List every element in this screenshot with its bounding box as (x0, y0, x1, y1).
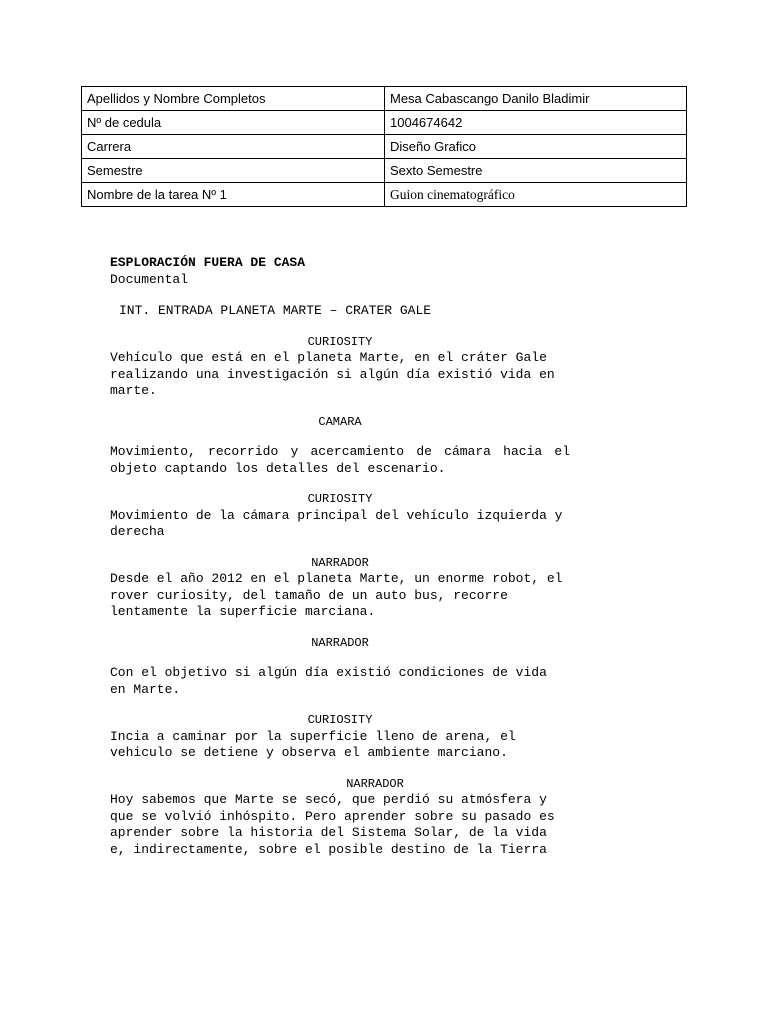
character-name: NARRADOR (346, 776, 404, 791)
action-text: Con el objetivo si algún día existió condiciones de vida en Marte. (110, 665, 547, 697)
action-text: Vehículo que está en el planeta Marte, en el cráter Gale realizando una investigación si algún día existió vida en marte. (110, 350, 555, 398)
table-row (82, 159, 687, 183)
student-info-table (81, 86, 687, 207)
table-cell-label: Semestre (82, 159, 385, 183)
table-cell-value: Diseño Grafico (385, 135, 687, 159)
table-cell-label: Apellidos y Nombre Completos (82, 87, 385, 111)
table-cell-value: Guion cinematográfico (385, 183, 687, 207)
table-row (82, 135, 687, 159)
action-text: Movimiento de la cámara principal del vehículo izquierda y derecha (110, 507, 563, 539)
table-cell-label: Nombre de la tarea Nº 1 (82, 183, 385, 207)
character-name: CURIOSITY (307, 492, 373, 506)
table-cell-value: 1004674642 (385, 111, 687, 135)
script-title: ESPLORACIÓN FUERA DE CASA (110, 255, 306, 270)
action-text: Incia a caminar por la superficie lleno de arena, el vehiculo se detiene y observa el ambiente marciano. (110, 728, 516, 760)
character-name: CURIOSITY (307, 713, 373, 727)
table-cell-label: Nº de cedula (82, 111, 385, 135)
table-cell-value: Mesa Cabascango Danilo Bladimir (385, 87, 687, 111)
table-cell-value: Sexto Semestre (385, 159, 687, 183)
script-type: Documental (110, 271, 189, 287)
scene-heading: INT. ENTRADA PLANETA MARTE – CRATER GALE (119, 303, 432, 318)
action-text: Desde el año 2012 en el planeta Marte, un enorme robot, el rover curiosity, del tamaño de un auto bus, recorre lentamente la superficie marciana. (110, 571, 563, 619)
table-row (82, 183, 687, 207)
character-name: NARRADOR (311, 555, 369, 570)
character-name: NARRADOR (311, 635, 369, 650)
screenplay (110, 255, 570, 858)
table-row (82, 87, 687, 111)
character-name: CAMARA (318, 414, 362, 429)
character-name: CURIOSITY (307, 334, 373, 349)
action-text: Movimiento, recorrido y acercamiento de cámara hacia el objeto captando los detalles del escenario. (110, 444, 570, 476)
table-row (82, 111, 687, 135)
table-cell-label: Carrera (82, 135, 385, 159)
action-text: Hoy sabemos que Marte se secó, que perdió su atmósfera y que se volvió inhóspito. Pero aprender sobre su pasado es aprender sobre la historia del Sistema Solar, de la vida e, indirectamente, sobre el posible destino de la Tierra (110, 792, 555, 857)
